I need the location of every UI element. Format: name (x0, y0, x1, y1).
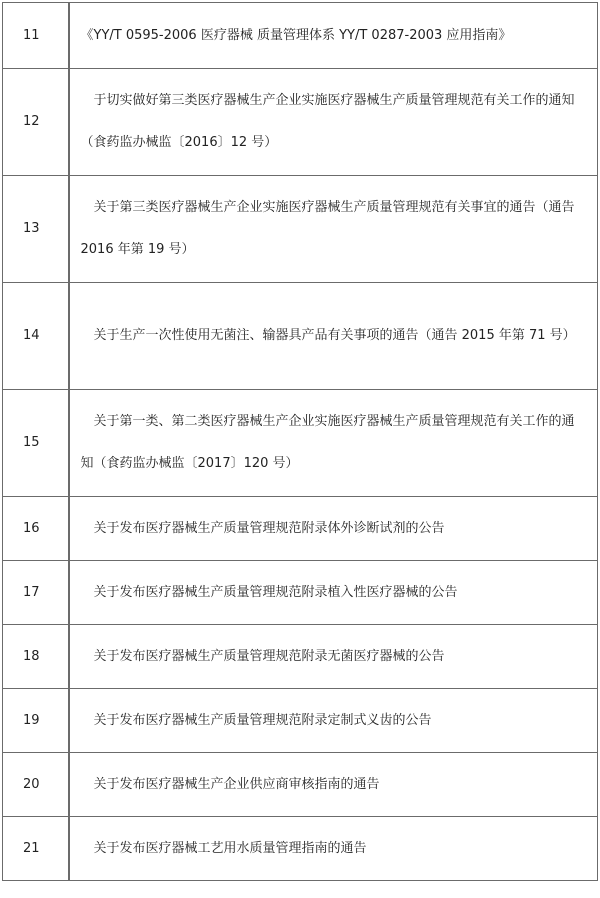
row-title (69, 753, 598, 817)
row-title (69, 390, 598, 497)
row-title-text: 《YY/T 0595-2006 医疗器械 质量管理体系 YY/T 0287-2003 应用指南》 (80, 27, 512, 43)
row-title (69, 3, 598, 69)
row-number: 19 (3, 689, 69, 753)
row-title-text: 关于发布医疗器械生产质量管理规范附录定制式义齿的公告 (93, 712, 432, 728)
row-number: 21 (3, 817, 69, 881)
row-title-text: 关于生产一次性使用无菌注、输器具产品有关事项的通告（通告 2015 年第 71 号） (93, 328, 576, 343)
row-number: 17 (3, 561, 69, 625)
table-row (3, 176, 598, 283)
table-row (3, 753, 598, 817)
row-number: 15 (3, 390, 69, 497)
row-title-text: 关于发布医疗器械生产质量管理规范附录体外诊断试剂的公告 (93, 520, 445, 536)
row-title-text: 关于第三类医疗器械生产企业实施医疗器械生产质量管理规范有关事宜的通告（通告 2016 年第 19 号） (80, 200, 575, 257)
row-title (69, 283, 598, 390)
table-row (3, 561, 598, 625)
row-title-text: 关于发布医疗器械工艺用水质量管理指南的通告 (93, 840, 367, 856)
row-number: 16 (3, 497, 69, 561)
row-title-text: 关于发布医疗器械生产企业供应商审核指南的通告 (93, 776, 380, 792)
row-title (69, 497, 598, 561)
row-title-text: 关于发布医疗器械生产质量管理规范附录无菌医疗器械的公告 (93, 648, 445, 664)
row-number: 11 (3, 3, 69, 69)
row-number: 14 (3, 283, 69, 390)
regulations-table (2, 2, 598, 881)
row-number: 13 (3, 176, 69, 283)
row-title (69, 69, 598, 176)
row-number: 12 (3, 69, 69, 176)
table-row (3, 69, 598, 176)
table-row (3, 390, 598, 497)
table-row (3, 283, 598, 390)
row-title (69, 561, 598, 625)
row-title (69, 689, 598, 753)
table-row (3, 497, 598, 561)
table-row (3, 3, 598, 69)
row-title (69, 176, 598, 283)
table-row (3, 817, 598, 881)
table-row (3, 625, 598, 689)
table-row (3, 689, 598, 753)
row-title-text: 关于发布医疗器械生产质量管理规范附录植入性医疗器械的公告 (93, 584, 458, 600)
row-title-text: 关于第一类、第二类医疗器械生产企业实施医疗器械生产质量管理规范有关工作的通知（食药监办械监〔2017〕120 号） (80, 414, 575, 471)
row-title-text: 于切实做好第三类医疗器械生产企业实施医疗器械生产质量管理规范有关工作的通知（食药监办械监〔2016〕12 号） (80, 93, 575, 150)
row-title (69, 625, 598, 689)
row-number: 18 (3, 625, 69, 689)
row-number: 20 (3, 753, 69, 817)
row-title (69, 817, 598, 881)
